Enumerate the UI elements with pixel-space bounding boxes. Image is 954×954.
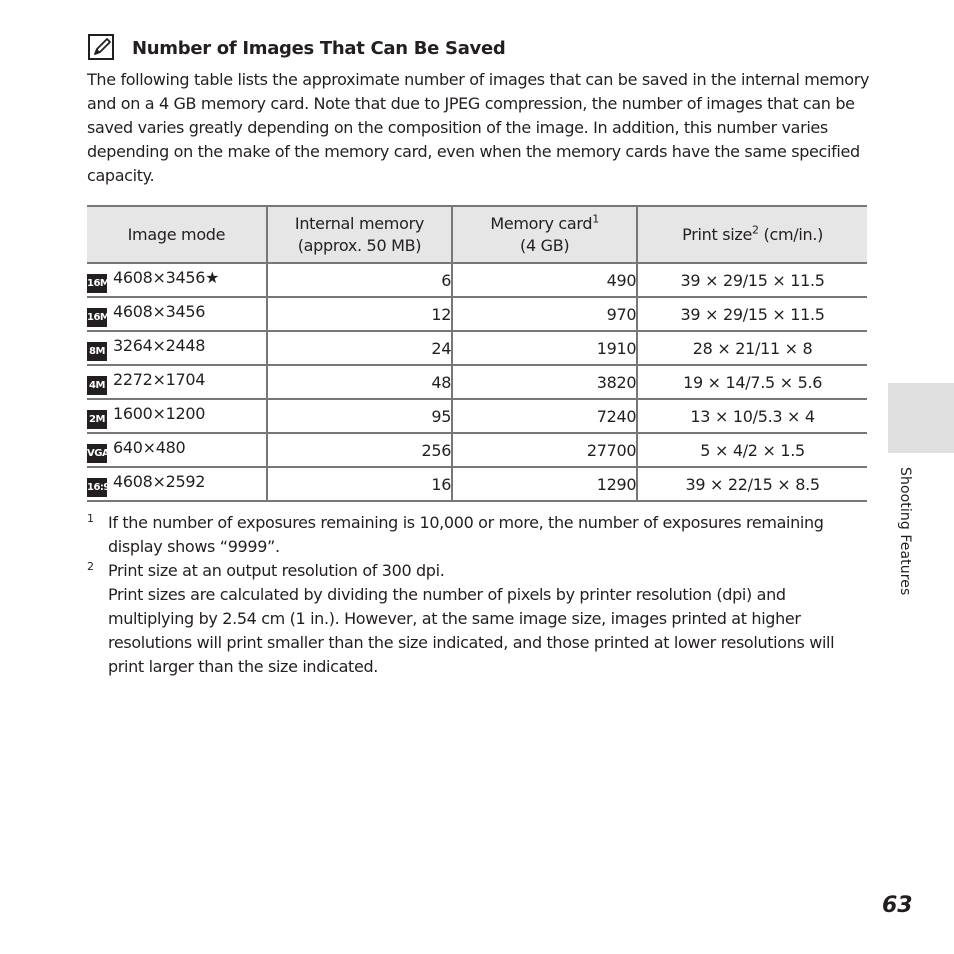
footnote-2-detail [87, 583, 857, 679]
footnote-mark: 1 [87, 512, 94, 525]
memory-card-cell: 3820 [452, 365, 637, 399]
image-mode-cell: 16M 4608×3456 [87, 297, 267, 331]
footnote-2 [87, 559, 857, 583]
internal-memory-cell: 95 [267, 399, 452, 433]
header-print-size: Print size$^2$ (cm/in.) [637, 206, 867, 263]
print-size-cell: 5 × 4/2 × 1.5 [637, 433, 867, 467]
table-row [87, 263, 867, 297]
memory-card-cell: 7240 [452, 399, 637, 433]
section-tab [888, 383, 954, 453]
image-mode-cell: VGA 640×480 [87, 433, 267, 467]
memory-card-cell: 27700 [452, 433, 637, 467]
page-number: 63 [882, 893, 913, 918]
image-mode-cell: 16M★4608×3456★ [87, 263, 267, 297]
image-mode-16m-icon: 16M [87, 308, 107, 327]
internal-memory-cell: 12 [267, 297, 452, 331]
print-size-cell: 13 × 10/5.3 × 4 [637, 399, 867, 433]
memory-card-cell: 1290 [452, 467, 637, 501]
memory-card-cell: 490 [452, 263, 637, 297]
image-mode-2m-icon: 2M [87, 410, 107, 429]
note-title: Number of Images That Can Be Saved [132, 38, 506, 59]
print-size-cell: 39 × 29/15 × 11.5 [637, 297, 867, 331]
table-row [87, 331, 867, 365]
footnote-mark: 2 [87, 560, 94, 573]
internal-memory-cell: 48 [267, 365, 452, 399]
header-memory-card: Memory card$^1$ (4 GB) [452, 206, 637, 263]
image-mode-cell: 4M 2272×1704 [87, 365, 267, 399]
image-mode-cell: 2M 1600×1200 [87, 399, 267, 433]
internal-memory-cell: 16 [267, 467, 452, 501]
image-mode-16-9-12m-icon: 16:9 [87, 478, 107, 497]
print-size-cell: 19 × 14/7.5 × 5.6 [637, 365, 867, 399]
internal-memory-cell: 6 [267, 263, 452, 297]
print-size-cell: 39 × 29/15 × 11.5 [637, 263, 867, 297]
section-label: Shooting Features [897, 467, 913, 596]
table-row [87, 297, 867, 331]
image-mode-8m-icon: 8M [87, 342, 107, 361]
internal-memory-cell: 24 [267, 331, 452, 365]
image-mode-16m-star-icon: 16M★ [87, 274, 107, 293]
image-mode-cell: 16:9 4608×2592 [87, 467, 267, 501]
print-size-cell: 28 × 21/11 × 8 [637, 331, 867, 365]
image-mode-4m-icon: 4M [87, 376, 107, 395]
internal-memory-cell: 256 [267, 433, 452, 467]
footnote-text: Print sizes are calculated by dividing the number of pixels by printer resolution (dpi) and multiplying by 2.54 cm (1 in.). However, at the same image size, images printed at higher resolutions will print smaller than the size indicated, and those printed at lower resolutions will print larger than the size indicated. [108, 585, 835, 676]
memory-card-cell: 970 [452, 297, 637, 331]
table-header-row [87, 206, 867, 263]
pencil-note-icon [88, 34, 114, 60]
footnote-1 [87, 511, 857, 559]
image-mode-vga-icon: VGA [87, 444, 107, 463]
header-image-mode: Image mode [87, 206, 267, 263]
table-row [87, 467, 867, 501]
print-size-cell: 39 × 22/15 × 8.5 [637, 467, 867, 501]
table-row [87, 399, 867, 433]
footnote-text: If the number of exposures remaining is 10,000 or more, the number of exposures remaining display shows “9999”. [108, 513, 824, 556]
table-row [87, 365, 867, 399]
image-count-table [87, 205, 867, 502]
image-mode-cell: 8M 3264×2448 [87, 331, 267, 365]
header-internal-memory: Internal memory (approx. 50 MB) [267, 206, 452, 263]
memory-card-cell: 1910 [452, 331, 637, 365]
intro-paragraph: The following table lists the approximate number of images that can be saved in the internal memory and on a 4 GB memory card. Note that due to JPEG compression, the number of images that can be saved varies greatly depending on the composition of the image. In addition, this number varies depending on the make of the memory card, even when the memory cards have the same specified capacity. [87, 70, 870, 185]
table-row [87, 433, 867, 467]
footnote-text: Print size at an output resolution of 300 dpi. [108, 561, 445, 580]
